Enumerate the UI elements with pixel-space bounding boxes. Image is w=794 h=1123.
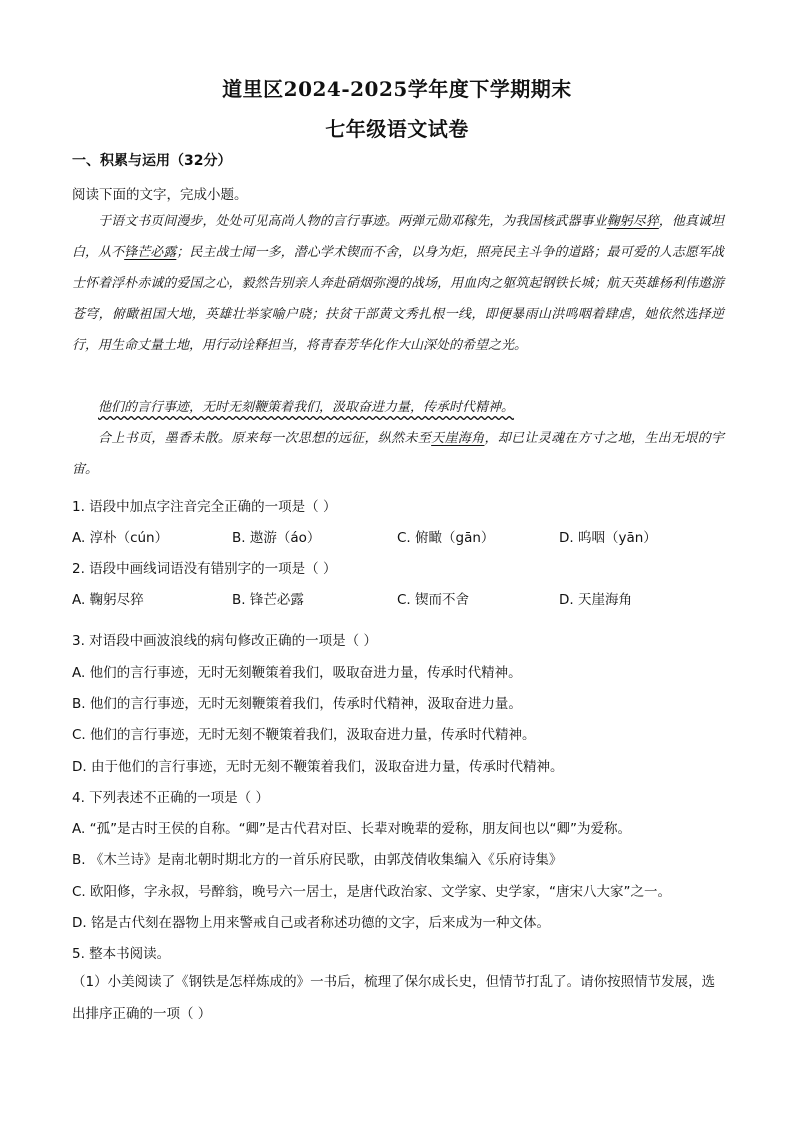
section-heading: 一、积累与运用（32分）: [72, 153, 232, 169]
question-1-stem: 1. 语段中加点字注音完全正确的一项是（ ）: [72, 499, 337, 515]
question-2-options: [72, 588, 732, 608]
question-5-sub-1: （1）小美阅读了《钢铁是怎样炼成的》一书后，梳理了保尔成长史，但情节打乱了。请你按照情节发展，选出排序正确的一项（ ）: [72, 974, 716, 1022]
instruction-text: 阅读下面的文字，完成小题。: [72, 187, 248, 203]
option-d[interactable]: D. 天崖海角: [559, 592, 632, 608]
option-b[interactable]: B. 他们的言行事迹，无时无刻鞭策着我们，传承时代精神，汲取奋进力量。: [72, 696, 522, 712]
passage-text: ；民主战士闻一多，潜心学术锲而不舍，以身为炬，照亮民主斗争的道路；最可爱的人志愿军战士怀着浮朴赤诚的爱国之心，毅然告别亲人奔赴硝烟弥漫的战场，用血肉之躯筑起钢铁长城；航天英雄杨利伟遨游苍穹，俯瞰祖国大地，英雄壮举家喻户晓；扶贫干部黄文秀扎根一线，即便暴雨山洪鸣咽着肆虐，她依然选择逆行，用生命丈量土地，用行动诠释担当，将青春芳华化作大山深处的希望之光。: [72, 245, 724, 353]
underlined-word: 鞠躬尽猝: [606, 214, 659, 229]
option-a[interactable]: A. 他们的言行事迹，无时无刻鞭策着我们，吸取奋进力量，传承时代精神。: [72, 665, 522, 681]
passage-text: ，却已让灵魂在方寸之地，生出无垠的宇宙。: [72, 431, 724, 477]
passage-text: ，他真诚坦白，从不: [72, 214, 724, 260]
passage-paragraph-2: [72, 392, 724, 423]
question-4-stem: 4. 下列表述不正确的一项是（ ）: [72, 790, 269, 806]
option-c[interactable]: C. 欧阳修，字永叔，号醉翁，晚号六一居士，是唐代政治家、文学家、史学家，“唐宋八大家”之一。: [72, 884, 671, 900]
option-b[interactable]: B. 遨游（áo）: [232, 530, 321, 546]
question-5-stem: 5. 整本书阅读。: [72, 946, 171, 962]
question-1-options: [72, 526, 732, 546]
exam-subtitle: 七年级语文试卷: [325, 117, 469, 141]
passage-text: 合上书页，墨香未散。原来每一次思想的远征，纵然未至: [98, 431, 432, 446]
option-b[interactable]: B. 锋芒必露: [232, 592, 304, 608]
exam-title: 道里区2024-2025学年度下学期期末: [222, 77, 572, 101]
passage-paragraph-3: [72, 423, 724, 485]
option-a[interactable]: A. “孤”是古时王侯的自称。“卿”是古代君对臣、长辈对晚辈的爱称，朋友间也以“卿”为爱称。: [72, 821, 632, 837]
option-d[interactable]: D. 由于他们的言行事迹，无时无刻不鞭策着我们，汲取奋进力量，传承时代精神。: [72, 759, 564, 775]
underlined-word: 锋芒必露: [124, 245, 177, 260]
option-a[interactable]: A. 鞠躬尽猝: [72, 592, 144, 608]
option-c[interactable]: C. 他们的言行事迹，无时无刻不鞭策着我们，汲取奋进力量，传承时代精神。: [72, 727, 536, 743]
option-c[interactable]: C. 锲而不舍: [397, 592, 470, 608]
question-2-stem: 2. 语段中画线词语没有错别字的一项是（ ）: [72, 561, 337, 577]
option-c[interactable]: C. 俯瞰（gān）: [397, 530, 495, 546]
wavy-underlined-sentence: 他们的言行事迹，无时无刻鞭策着我们，汲取奋进力量，传承时代精神。: [98, 400, 515, 415]
option-b[interactable]: B. 《木兰诗》是南北朝时期北方的一首乐府民歌，由郭茂倩收集编入《乐府诗集》: [72, 852, 563, 868]
passage-text: 于语文书页间漫步，处处可见高尚人物的言行事迹。两弹元勋邓稼先，为我国核武器事业: [98, 214, 607, 229]
underlined-word: 天崖海角: [431, 431, 485, 446]
passage-paragraph-1: [72, 206, 724, 361]
option-a[interactable]: A. 淳朴（cún）: [72, 530, 169, 546]
question-3-stem: 3. 对语段中画波浪线的病句修改正确的一项是（ ）: [72, 633, 377, 649]
option-d[interactable]: D. 呜咽（yān）: [559, 530, 657, 546]
option-d[interactable]: D. 铭是古代刻在器物上用来警戒自己或者称述功德的文字，后来成为一种文体。: [72, 915, 550, 931]
